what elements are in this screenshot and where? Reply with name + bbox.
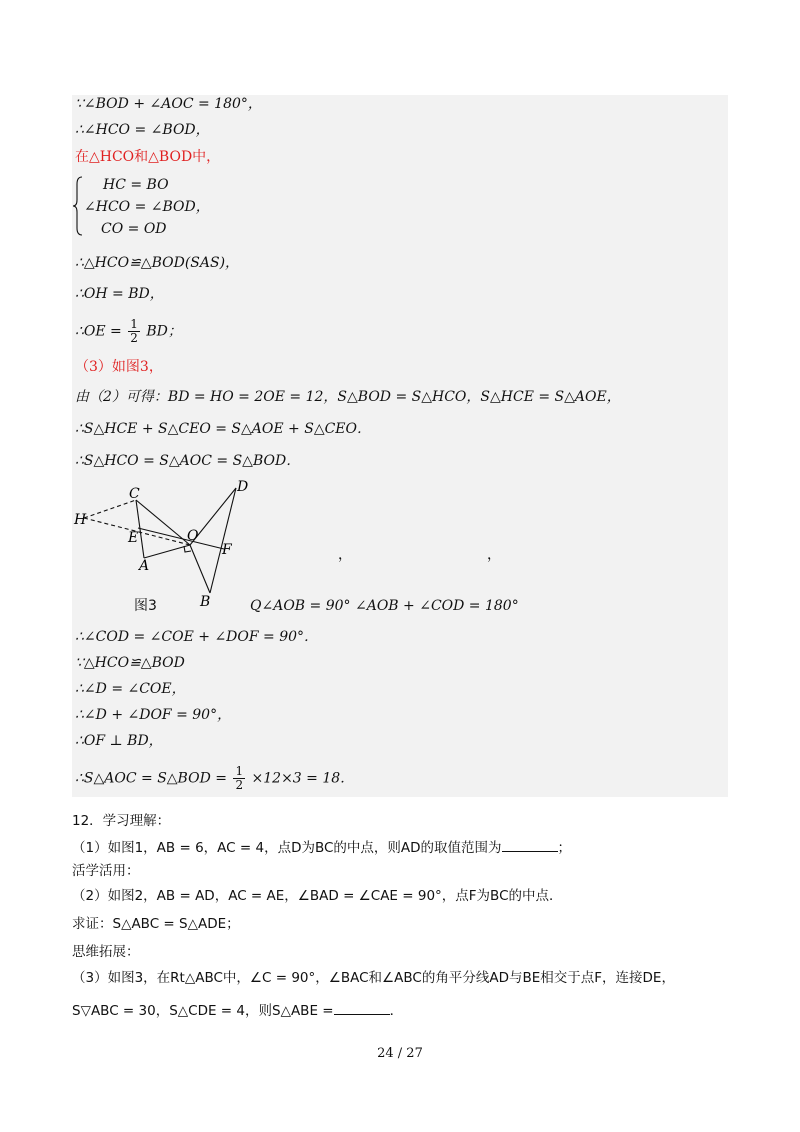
solution-line-angle-given: Q∠AOB = 90° ∠AOB + ∠COD = 180°: [250, 598, 519, 614]
figure-caption: 图3: [134, 598, 157, 614]
point-e-label: E: [128, 530, 139, 546]
point-d-label: D: [237, 479, 249, 495]
final-prefix: ∴S△AOC = S△BOD =: [75, 770, 227, 787]
solution-part3-heading: （3）如图3，: [75, 359, 163, 375]
problem-12-part3: （3）如图3，在Rt△ABC中，∠C = 90°，∠BAC和∠ABC的角平分线AD与BE相交于点F，连接DE，: [72, 970, 675, 986]
point-a-label: A: [139, 558, 150, 574]
part1-end: ；: [557, 840, 572, 856]
solution-line-area-sum: ∴S△HCE + S△CEO = S△AOE + S△CEO．: [75, 421, 371, 437]
page-number: 24 / 27: [377, 1046, 423, 1061]
solution-line-d-coe: ∴∠D = ∠COE，: [75, 681, 186, 697]
fraction-numerator: 1: [130, 317, 138, 331]
fraction-half: [128, 318, 140, 345]
system-eq-2: ∠HCO = ∠BOD，: [84, 199, 210, 215]
problem-12-prove: 求证：S△ABC = S△ADE；: [72, 916, 240, 932]
solution-line-oh: ∴OH = BD，: [75, 286, 164, 302]
brace-icon: [73, 176, 83, 236]
point-f-label: F: [222, 542, 232, 558]
solution-line-perp: ∴OF ⊥ BD，: [75, 733, 163, 749]
solution-line-1: ∵∠BOD + ∠AOC = 180°，: [75, 96, 262, 112]
segment-ob: [190, 545, 210, 593]
answer-blank-1[interactable]: [502, 837, 558, 852]
solution-line-congruent: ∴△HCO≌△BOD(SAS)，: [75, 255, 240, 271]
fraction-denominator-2: 2: [235, 778, 244, 792]
part3-areas-text: S▽ABC = 30，S△CDE = 4，则S△ABE =: [72, 1003, 334, 1019]
point-c-label: C: [129, 486, 140, 502]
section-extend: 思维拓展：: [72, 944, 140, 960]
system-eq-3: CO = OD: [101, 221, 167, 237]
fraction-denominator: 2: [130, 331, 138, 345]
problem-12-title: 12．学习理解：: [72, 813, 171, 829]
point-o-label: O: [187, 528, 199, 544]
section-apply: 活学活用：: [72, 863, 140, 879]
solution-line-cod: ∴∠COD = ∠COE + ∠DOF = 90°．: [75, 629, 319, 645]
solution-line-derived: 由（2）可得：BD = HO = 2OE = 12，S△BOD = S△HCO，S△HCE = S△AOE，: [75, 389, 621, 405]
solution-line-3: 在△HCO和△BOD中，: [75, 149, 221, 165]
stray-comma-1: ，: [338, 547, 352, 563]
solution-line-d-dof: ∴∠D + ∠DOF = 90°，: [75, 707, 232, 723]
oe-suffix: BD；: [146, 323, 182, 340]
dashed-line-hc: [84, 500, 136, 518]
problem-12-part1: [72, 837, 571, 857]
segment-ao: [144, 545, 190, 558]
answer-blank-2[interactable]: [334, 1000, 390, 1015]
oe-prefix: ∴OE =: [75, 323, 122, 340]
system-eq-1: HC = BO: [103, 177, 169, 193]
fraction-numerator-2: 1: [235, 764, 244, 778]
point-b-label: B: [200, 594, 211, 610]
part3-end: ．: [389, 1003, 404, 1019]
solution-line-2: ∴∠HCO = ∠BOD，: [75, 122, 210, 138]
segment-ef: [138, 528, 224, 549]
final-suffix: ×12×3 = 18．: [251, 770, 355, 787]
solution-line-oe: [75, 318, 182, 345]
part1-text: （1）如图1，AB = 6，AC = 4，点D为BC的中点，则AD的取值范围为: [72, 840, 502, 856]
point-h-label: H: [74, 512, 87, 528]
stray-comma-2: ，: [487, 547, 501, 563]
solution-line-congruent-2: ∵△HCO≌△BOD: [75, 655, 185, 671]
problem-12-part3-areas: [72, 1000, 403, 1020]
solution-line-area-eq: ∴S△HCO = S△AOC = S△BOD．: [75, 453, 301, 469]
problem-12-part2: （2）如图2，AB = AD，AC = AE，∠BAD = ∠CAE = 90°，点F为BC的中点．: [72, 888, 563, 904]
fraction-half-2: [233, 765, 245, 792]
solution-line-final: [75, 765, 354, 792]
geometry-figure-3: [72, 478, 272, 614]
